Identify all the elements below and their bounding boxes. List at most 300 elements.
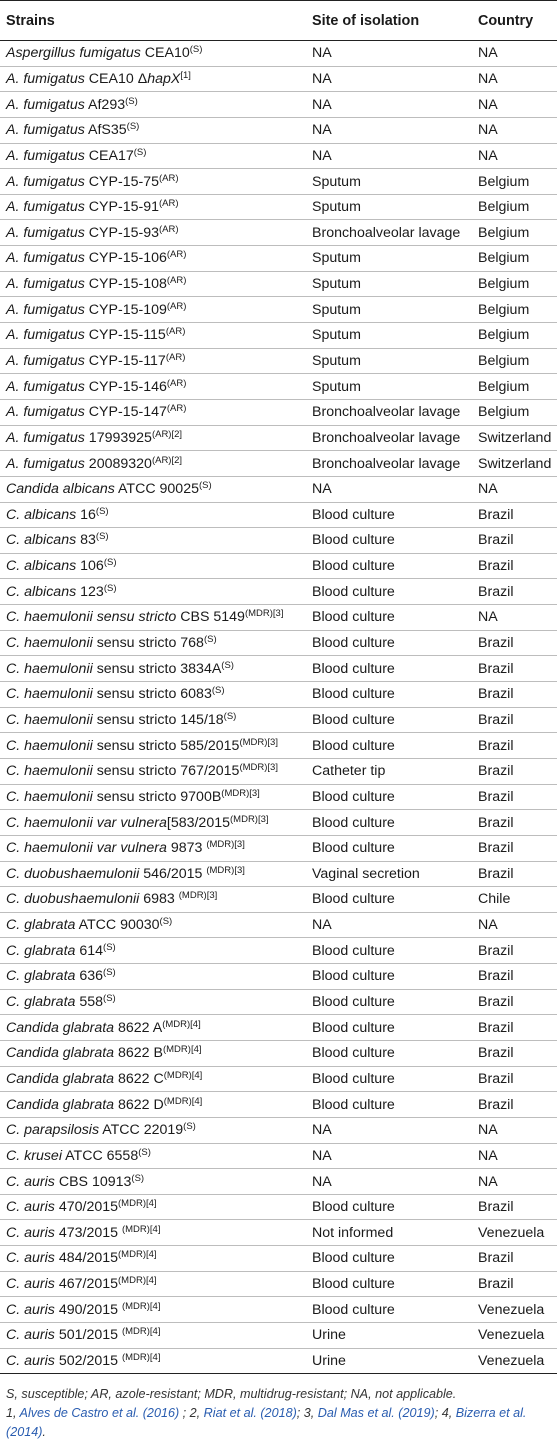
cell-site: Blood culture (308, 707, 474, 733)
cell-country: Brazil (474, 810, 557, 836)
cell-site: Blood culture (308, 1040, 474, 1066)
strain-superscript: (MDR)[4] (162, 1018, 201, 1030)
reference-separator: ; (296, 1406, 304, 1421)
strain-superscript: (AR) (166, 300, 187, 312)
strain-superscript: (AR)[2] (151, 454, 183, 466)
cell-site: Bronchoalveolar lavage (308, 451, 474, 477)
cell-country: Brazil (474, 1194, 557, 1220)
cell-site: Blood culture (308, 553, 474, 579)
species-name: C. haemulonii (6, 635, 93, 652)
strain-superscript: (S) (198, 480, 212, 492)
cell-strain (0, 861, 308, 887)
species-name: C. glabrata (6, 968, 76, 985)
cell-strain (0, 887, 308, 913)
species-name: A. fumigatus (6, 455, 85, 472)
species-name: C. auris (6, 1250, 55, 1267)
cell-site: Sputum (308, 169, 474, 195)
strain-id: 83 (76, 532, 96, 549)
species-name: C. duobushaemulonii (6, 865, 140, 882)
strain-superscript: (MDR)[4] (162, 1044, 202, 1056)
species-name: A. fumigatus (6, 147, 85, 164)
cell-country: Brazil (474, 1066, 557, 1092)
table-body (0, 41, 557, 1374)
strain-id: 490/2015 (54, 1301, 122, 1318)
cell-strain (0, 605, 308, 631)
cell-country: Brazil (474, 964, 557, 990)
cell-country: Switzerland (474, 425, 557, 451)
species-name: Candida glabrata (6, 1045, 115, 1062)
reference-link[interactable]: Riat et al. (2018) (203, 1406, 297, 1421)
table-row (0, 297, 557, 323)
cell-site: NA (308, 476, 474, 502)
species-name: A. fumigatus (6, 276, 85, 293)
species-name: C. glabrata (6, 994, 76, 1011)
cell-country: Brazil (474, 579, 557, 605)
cell-country: Venezuela (474, 1348, 557, 1374)
cell-site: Blood culture (308, 810, 474, 836)
reference-separator: ; (179, 1406, 190, 1421)
table-row (0, 66, 557, 92)
species-name: C. haemulonii sensu stricto (6, 609, 177, 626)
strain-superscript: (S) (103, 967, 116, 979)
cell-country: NA (474, 143, 557, 169)
strain-id: sensu stricto 3834A (92, 660, 222, 677)
table-row (0, 964, 557, 990)
strain-id: 8622 D (114, 1096, 164, 1113)
species-name: C. glabrata (6, 917, 76, 934)
strain-superscript: (MDR)[4] (118, 1249, 157, 1261)
table-row (0, 1271, 557, 1297)
strain-superscript: (AR)[2] (151, 428, 183, 440)
strain-id: 501/2015 (54, 1327, 122, 1344)
cell-strain (0, 989, 308, 1015)
strain-id: AfS35 (84, 122, 127, 139)
strain-superscript: (S) (223, 710, 237, 722)
cell-strain (0, 169, 308, 195)
cell-strain (0, 1169, 308, 1195)
species-name: Candida glabrata (6, 1019, 115, 1036)
strain-id: 8622 C (114, 1070, 164, 1087)
cell-country: Belgium (474, 348, 557, 374)
cell-site: Blood culture (308, 1297, 474, 1323)
strain-id: 502/2015 (54, 1352, 122, 1369)
cell-country: Belgium (474, 271, 557, 297)
strain-id: Af293 (84, 96, 126, 113)
strain-id: 558 (75, 994, 104, 1011)
cell-country: NA (474, 912, 557, 938)
cell-strain (0, 579, 308, 605)
species-name: C. parapsilosis (6, 1122, 100, 1139)
species-name: C. auris (6, 1352, 55, 1369)
table-row (0, 912, 557, 938)
table-row (0, 476, 557, 502)
cell-country: Belgium (474, 246, 557, 272)
footnote-references (6, 1404, 551, 1442)
footnote-abbreviations: S, susceptible; AR, azole-resistant; MDR, multidrug-resistant; NA, not applicable. (6, 1387, 457, 1402)
cell-strain (0, 1015, 308, 1041)
strain-id: CBS 10913 (54, 1173, 132, 1190)
reference-number: 1, (6, 1406, 20, 1421)
table-row (0, 861, 557, 887)
cell-strain (0, 682, 308, 708)
table-row (0, 143, 557, 169)
strain-id: CYP-15-75 (84, 173, 159, 190)
header-strains: Strains (0, 1, 308, 41)
cell-site: Sputum (308, 246, 474, 272)
species-name: A. fumigatus (6, 224, 85, 241)
strain-superscript: (MDR)[3] (244, 608, 284, 620)
strain-superscript: (S) (131, 1172, 145, 1184)
cell-site: Blood culture (308, 630, 474, 656)
table-row (0, 1194, 557, 1220)
cell-site: Urine (308, 1348, 474, 1374)
strain-id: 546/2015 (139, 865, 207, 882)
species-name: C. haemulonii (6, 686, 93, 703)
table-row (0, 989, 557, 1015)
strain-superscript: (MDR)[3] (206, 864, 245, 876)
strain-id: 467/2015 (54, 1276, 119, 1293)
cell-country: Brazil (474, 938, 557, 964)
strain-id: CEA10 Δ (84, 70, 148, 87)
strain-id: sensu stricto 768 (92, 635, 204, 652)
cell-site: NA (308, 912, 474, 938)
strain-superscript: (MDR)[3] (221, 787, 260, 799)
cell-strain (0, 784, 308, 810)
cell-strain (0, 271, 308, 297)
table-row (0, 707, 557, 733)
table-row (0, 682, 557, 708)
cell-site: Blood culture (308, 1015, 474, 1041)
species-name: C. haemulonii (6, 763, 93, 780)
species-name: C. auris (6, 1301, 55, 1318)
strain-id: CEA17 (84, 147, 134, 164)
strain-id: CYP-15-115 (84, 327, 166, 344)
cell-site: Blood culture (308, 733, 474, 759)
cell-country: Brazil (474, 528, 557, 554)
strain-id: 8622 B (114, 1045, 163, 1062)
cell-site: Blood culture (308, 1194, 474, 1220)
strain-superscript: (MDR)[4] (163, 1069, 203, 1081)
cell-site: Blood culture (308, 656, 474, 682)
reference-number: 3, (303, 1406, 318, 1421)
species-name: C. duobushaemulonii (6, 891, 140, 908)
strain-id: 20089320 (84, 455, 152, 472)
cell-site: NA (308, 41, 474, 67)
cell-site: Sputum (308, 297, 474, 323)
table-row (0, 579, 557, 605)
strain-id: 614 (75, 942, 104, 959)
table-row (0, 1143, 557, 1169)
cell-site: NA (308, 66, 474, 92)
cell-strain (0, 630, 308, 656)
cell-country: NA (474, 66, 557, 92)
table-row (0, 1297, 557, 1323)
strain-id: 470/2015 (54, 1199, 119, 1216)
cell-site: Bronchoalveolar lavage (308, 425, 474, 451)
cell-country: Brazil (474, 656, 557, 682)
strain-id: CYP-15-106 (84, 250, 167, 267)
strain-superscript: (S) (103, 557, 117, 569)
strain-superscript: (AR) (165, 326, 186, 338)
strain-superscript: (MDR)[4] (118, 1275, 157, 1287)
cell-country: Venezuela (474, 1297, 557, 1323)
cell-site: Blood culture (308, 887, 474, 913)
cell-site: NA (308, 1117, 474, 1143)
strain-superscript: (MDR)[3] (206, 839, 245, 851)
cell-site: NA (308, 1143, 474, 1169)
species-name: A. fumigatus (6, 199, 85, 216)
species-name: C. albicans (6, 506, 77, 523)
table-row (0, 348, 557, 374)
cell-strain (0, 964, 308, 990)
cell-strain (0, 553, 308, 579)
strain-superscript: (S) (221, 659, 234, 671)
cell-strain (0, 1323, 308, 1349)
strain-id: 6983 (139, 891, 179, 908)
species-name: C. albicans (6, 532, 77, 549)
strain-id: CYP-15-91 (84, 199, 159, 216)
strain-id: sensu stricto 767/2015 (92, 763, 240, 780)
species-name: C. albicans (6, 583, 77, 600)
strain-id: sensu stricto 145/18 (92, 711, 224, 728)
cell-country: Belgium (474, 220, 557, 246)
strain-superscript: (S) (103, 941, 116, 953)
table-row (0, 451, 557, 477)
species-name: C. haemulonii (6, 737, 93, 754)
cell-country: NA (474, 1143, 557, 1169)
cell-country: Venezuela (474, 1220, 557, 1246)
cell-country: Chile (474, 887, 557, 913)
cell-site: Blood culture (308, 989, 474, 1015)
strain-id: 106 (76, 558, 104, 575)
cell-country: NA (474, 117, 557, 143)
cell-country: NA (474, 1169, 557, 1195)
strain-superscript: (MDR)[4] (121, 1223, 161, 1235)
cell-strain (0, 1194, 308, 1220)
strain-superscript: (MDR)[3] (230, 813, 269, 825)
table-row (0, 117, 557, 143)
cell-country: Belgium (474, 297, 557, 323)
strain-superscript: (MDR)[4] (118, 1198, 157, 1210)
cell-country: Belgium (474, 374, 557, 400)
table-header (0, 1, 557, 41)
strain-superscript: (AR) (166, 249, 187, 261)
table-row (0, 399, 557, 425)
strain-superscript: (S) (203, 634, 217, 646)
strain-superscript: (AR) (158, 223, 179, 235)
table-row (0, 758, 557, 784)
cell-country: Switzerland (474, 451, 557, 477)
table-row (0, 92, 557, 118)
cell-site: Not informed (308, 1220, 474, 1246)
cell-site: Blood culture (308, 1066, 474, 1092)
strain-superscript: (S) (103, 993, 116, 1005)
strain-id: 17993925 (84, 429, 152, 446)
strain-superscript: (S) (125, 95, 138, 107)
cell-strain (0, 246, 308, 272)
cell-site: Blood culture (308, 502, 474, 528)
cell-strain (0, 733, 308, 759)
cell-country: Belgium (474, 399, 557, 425)
strain-superscript: (MDR)[3] (239, 762, 278, 774)
species-name: A. fumigatus (6, 250, 85, 267)
species-name: C. auris (6, 1327, 55, 1344)
table-row (0, 323, 557, 349)
cell-strain (0, 323, 308, 349)
reference-link[interactable]: Dal Mas et al. (2019) (317, 1406, 435, 1421)
table-row (0, 1117, 557, 1143)
cell-strain (0, 1066, 308, 1092)
cell-strain (0, 41, 308, 67)
strain-id: CBS 5149 (176, 609, 245, 626)
reference-link[interactable]: Alves de Castro et al. (2016) (19, 1406, 180, 1421)
cell-site: Sputum (308, 194, 474, 220)
cell-site: Blood culture (308, 1271, 474, 1297)
species-name: Aspergillus fumigatus (6, 45, 141, 62)
strain-id: 9873 (166, 840, 207, 857)
strain-superscript: (S) (159, 916, 173, 928)
cell-strain (0, 938, 308, 964)
strain-superscript: (MDR)[4] (121, 1351, 161, 1363)
table-row (0, 630, 557, 656)
strain-id: CYP-15-146 (84, 378, 167, 395)
strain-superscript: (MDR)[4] (163, 1095, 203, 1107)
cell-country: Brazil (474, 1015, 557, 1041)
table-row (0, 1246, 557, 1272)
strain-id: sensu stricto 6083 (92, 686, 212, 703)
species-name: A. fumigatus (6, 173, 85, 190)
species-name: C. auris (6, 1199, 55, 1216)
cell-country: NA (474, 41, 557, 67)
strain-superscript: (MDR)[3] (178, 890, 218, 902)
cell-country: Brazil (474, 707, 557, 733)
table-row (0, 656, 557, 682)
cell-strain (0, 92, 308, 118)
table-row (0, 1169, 557, 1195)
strain-id: sensu stricto 9700B (92, 788, 222, 805)
species-name: A. fumigatus (6, 96, 85, 113)
cell-site: Blood culture (308, 835, 474, 861)
gene-name: hapX (147, 70, 181, 87)
cell-country: Belgium (474, 169, 557, 195)
table-row (0, 169, 557, 195)
cell-site: Blood culture (308, 964, 474, 990)
cell-site: Blood culture (308, 528, 474, 554)
strain-superscript: (S) (103, 582, 117, 594)
species-name: A. fumigatus (6, 70, 85, 87)
strain-superscript: (MDR)[3] (239, 736, 278, 748)
cell-country: Brazil (474, 1271, 557, 1297)
header-country: Country (474, 1, 557, 41)
cell-strain (0, 912, 308, 938)
strain-id: ATCC 6558 (61, 1147, 139, 1164)
species-name: C. auris (6, 1276, 55, 1293)
strain-superscript: (S) (126, 121, 140, 133)
cell-country: Brazil (474, 1040, 557, 1066)
strain-id: ATCC 90030 (75, 917, 160, 934)
reference-link[interactable]: Bizerra et al. (2014) (6, 1406, 527, 1440)
cell-strain (0, 1348, 308, 1374)
table-row (0, 374, 557, 400)
species-name: A. fumigatus (6, 327, 85, 344)
cell-strain (0, 348, 308, 374)
strain-id: [583/2015 (166, 814, 230, 831)
species-name: C. auris (6, 1173, 55, 1190)
strain-id: 473/2015 (54, 1224, 122, 1241)
cell-country: Brazil (474, 1092, 557, 1118)
table-row (0, 425, 557, 451)
cell-site: NA (308, 1169, 474, 1195)
cell-site: Blood culture (308, 1092, 474, 1118)
cell-strain (0, 707, 308, 733)
cell-country: Brazil (474, 1246, 557, 1272)
species-name: A. fumigatus (6, 378, 85, 395)
cell-country: NA (474, 605, 557, 631)
cell-strain (0, 1246, 308, 1272)
cell-country: NA (474, 476, 557, 502)
species-name: C. haemulonii var vulnera (6, 814, 167, 831)
strain-id: CYP-15-93 (84, 224, 159, 241)
table-row (0, 502, 557, 528)
strain-superscript: (AR) (166, 377, 187, 389)
table-row (0, 194, 557, 220)
strain-superscript: (AR) (166, 403, 187, 415)
reference-separator: . (42, 1425, 46, 1440)
cell-country: NA (474, 1117, 557, 1143)
cell-country: Brazil (474, 682, 557, 708)
strain-superscript: (S) (189, 44, 203, 56)
cell-country: Venezuela (474, 1323, 557, 1349)
table-row (0, 1066, 557, 1092)
cell-country: Belgium (474, 194, 557, 220)
species-name: Candida albicans (6, 481, 115, 498)
cell-country: Brazil (474, 758, 557, 784)
cell-strain (0, 476, 308, 502)
cell-site: NA (308, 117, 474, 143)
cell-country: Brazil (474, 835, 557, 861)
cell-strain (0, 1220, 308, 1246)
strain-id: 484/2015 (54, 1250, 119, 1267)
cell-site: NA (308, 143, 474, 169)
cell-strain (0, 143, 308, 169)
cell-country: Brazil (474, 989, 557, 1015)
table-row (0, 605, 557, 631)
table-row (0, 1323, 557, 1349)
cell-strain (0, 1271, 308, 1297)
table-footnote (0, 1374, 557, 1442)
cell-site: Blood culture (308, 682, 474, 708)
species-name: A. fumigatus (6, 301, 85, 318)
strain-id: 16 (76, 506, 96, 523)
strain-superscript: (MDR)[4] (121, 1300, 161, 1312)
strain-id: ATCC 22019 (99, 1122, 184, 1139)
cell-country: Brazil (474, 861, 557, 887)
cell-strain (0, 1092, 308, 1118)
cell-strain (0, 66, 308, 92)
table-row (0, 887, 557, 913)
table-row (0, 1220, 557, 1246)
cell-strain (0, 117, 308, 143)
cell-site: Blood culture (308, 784, 474, 810)
species-name: A. fumigatus (6, 429, 85, 446)
strain-superscript: (AR) (158, 198, 179, 210)
cell-site: Vaginal secretion (308, 861, 474, 887)
cell-strain (0, 194, 308, 220)
strain-id: CYP-15-117 (84, 353, 166, 369)
table-row (0, 733, 557, 759)
species-name: C. krusei (6, 1147, 62, 1164)
strain-superscript: (MDR)[4] (121, 1326, 161, 1338)
